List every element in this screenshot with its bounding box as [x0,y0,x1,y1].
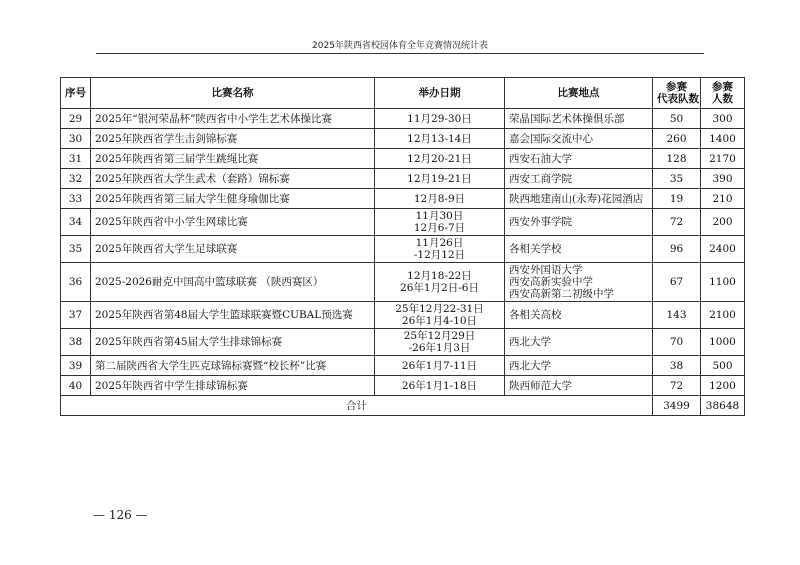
header-teams [653,78,701,109]
cell-people: 2170 [701,149,745,169]
cell-index: 40 [61,376,91,396]
cell-venue-line: 西安工商学院 [509,172,572,185]
cell-venue [505,169,653,189]
table-row [61,149,745,169]
cell-people: 2400 [701,236,745,263]
cell-name: 2025-2026耐克中国高中篮球联赛 （陕西赛区） [91,263,375,302]
cell-people: 2100 [701,302,745,329]
table-row [61,189,745,209]
cell-people: 500 [701,356,745,376]
cell-name: 2025年陕西省第45届大学生排球锦标赛 [91,329,375,356]
cell-index: 36 [61,263,91,302]
cell-venue-line: 陕西地建南山(永寿)花园酒店 [509,192,644,205]
cell-people: 200 [701,209,745,236]
cell-venue [505,189,653,209]
cell-date-line: -26年1月3日 [408,342,471,354]
header-people-line2: 人数 [712,93,733,105]
cell-date-line: -12月12日 [413,249,466,261]
cell-date [375,356,505,376]
cell-venue [505,129,653,149]
cell-index: 35 [61,236,91,263]
header-people [701,78,745,109]
table-row [61,376,745,396]
cell-name: 2025年陕西省第三届大学生健身瑜伽比赛 [91,189,375,209]
cell-date [375,129,505,149]
total-teams: 3499 [653,396,701,416]
total-people: 38648 [701,396,745,416]
cell-date [375,149,505,169]
header-index: 序号 [61,78,91,109]
cell-date-line: 25年12月22-31日 [395,303,484,315]
header-teams-line2: 代表队数 [657,93,699,105]
table-total-row [61,396,745,416]
cell-teams: 70 [653,329,701,356]
cell-date-line: 26年1月4-10日 [401,315,478,327]
cell-venue [505,149,653,169]
cell-venue-line: 各相关学校 [509,243,562,255]
cell-venue [505,356,653,376]
table-row [61,209,745,236]
cell-teams: 19 [653,189,701,209]
cell-date [375,109,505,129]
cell-venue-line: 西安石油大学 [509,152,572,165]
page-number: — 126 — [93,508,148,522]
cell-venue [505,209,653,236]
running-header: 2025年陕西省校园体育全年竞赛情况统计表 [312,41,488,51]
cell-date-line: 25年12月29日 [403,330,476,342]
cell-index: 29 [61,109,91,129]
cell-name: 2025年陕西省中小学生网球比赛 [91,209,375,236]
cell-teams: 96 [653,236,701,263]
cell-venue-line: 西安高新实验中学 [509,276,593,288]
cell-people: 210 [701,189,745,209]
cell-date [375,236,505,263]
cell-date-line: 11月30日 [415,210,464,222]
table-row [61,302,745,329]
cell-index: 33 [61,189,91,209]
cell-index: 32 [61,169,91,189]
cell-index: 38 [61,329,91,356]
table-row [61,236,745,263]
cell-date-line: 12月18-22日 [407,270,472,282]
table-header-row [61,78,745,109]
cell-venue [505,376,653,396]
cell-date-line: 26年1月2日-6日 [400,282,479,294]
cell-date [375,263,505,302]
cell-teams: 35 [653,169,701,189]
cell-venue-line: 西北大学 [509,359,551,372]
cell-date-line: 11月26日 [415,237,464,249]
cell-teams: 72 [653,376,701,396]
cell-index: 39 [61,356,91,376]
cell-venue-line: 西北大学 [509,336,551,348]
table-row [61,129,745,149]
cell-date [375,329,505,356]
cell-people: 1000 [701,329,745,356]
cell-date-line: 26年1月1-18日 [401,379,478,392]
cell-date-line: 12月8-9日 [413,192,466,205]
cell-index: 34 [61,209,91,236]
cell-teams: 72 [653,209,701,236]
cell-teams: 260 [653,129,701,149]
cell-people: 1200 [701,376,745,396]
header-date: 举办日期 [375,78,505,109]
cell-date [375,376,505,396]
cell-people: 300 [701,109,745,129]
table-row [61,356,745,376]
cell-people: 390 [701,169,745,189]
cell-venue [505,236,653,263]
cell-name: 2025年陕西省大学生武术（套路）锦标赛 [91,169,375,189]
cell-people: 1100 [701,263,745,302]
cell-date-line: 12月6-7日 [413,222,466,234]
cell-name: 2025年“银河荣晶杯”陕西省中小学生艺术体操比赛 [91,109,375,129]
cell-teams: 50 [653,109,701,129]
cell-date [375,169,505,189]
cell-date [375,189,505,209]
cell-name: 2025年陕西省学生击剑锦标赛 [91,129,375,149]
cell-index: 30 [61,129,91,149]
cell-date [375,209,505,236]
cell-venue [505,109,653,129]
header-name: 比赛名称 [91,78,375,109]
cell-index: 37 [61,302,91,329]
cell-teams: 67 [653,263,701,302]
cell-date-line: 12月20-21日 [407,152,472,165]
cell-date-line: 11月29-30日 [407,112,472,125]
cell-venue-line: 嘉会国际交流中心 [509,132,593,145]
table-row [61,329,745,356]
cell-venue-line: 荣晶国际艺术体操俱乐部 [509,112,625,125]
cell-teams: 38 [653,356,701,376]
cell-name: 2025年陕西省第三届学生跳绳比赛 [91,149,375,169]
cell-venue-line: 西安外事学院 [509,216,572,228]
cell-venue-line: 西安高新第二初级中学 [509,288,614,300]
cell-date-line: 12月19-21日 [407,172,472,185]
competition-statistics-table [60,77,745,416]
cell-people: 1400 [701,129,745,149]
cell-date [375,302,505,329]
cell-venue [505,329,653,356]
cell-date-line: 12月13-14日 [407,132,472,145]
cell-venue-line: 各相关高校 [509,309,562,321]
cell-name: 2025年陕西省大学生足球联赛 [91,236,375,263]
cell-venue [505,302,653,329]
table-row [61,109,745,129]
cell-name: 2025年陕西省第48届大学生篮球联赛暨CUBAL预选赛 [91,302,375,329]
cell-name: 第二届陕西省大学生匹克球锦标赛暨“校长杯”比赛 [91,356,375,376]
table-row [61,169,745,189]
header-venue: 比赛地点 [505,78,653,109]
cell-teams: 143 [653,302,701,329]
table-row [61,263,745,302]
header-teams-line1: 参赛 [666,81,687,93]
cell-venue-line: 西安外国语大学 [509,264,583,276]
total-label: 合计 [61,396,653,416]
cell-teams: 128 [653,149,701,169]
cell-venue-line: 陕西师范大学 [509,379,572,392]
header-rule [96,53,704,54]
cell-name: 2025年陕西省中学生排球锦标赛 [91,376,375,396]
cell-date-line: 26年1月7-11日 [401,359,478,372]
header-people-line1: 参赛 [712,81,733,93]
cell-index: 31 [61,149,91,169]
cell-venue [505,263,653,302]
